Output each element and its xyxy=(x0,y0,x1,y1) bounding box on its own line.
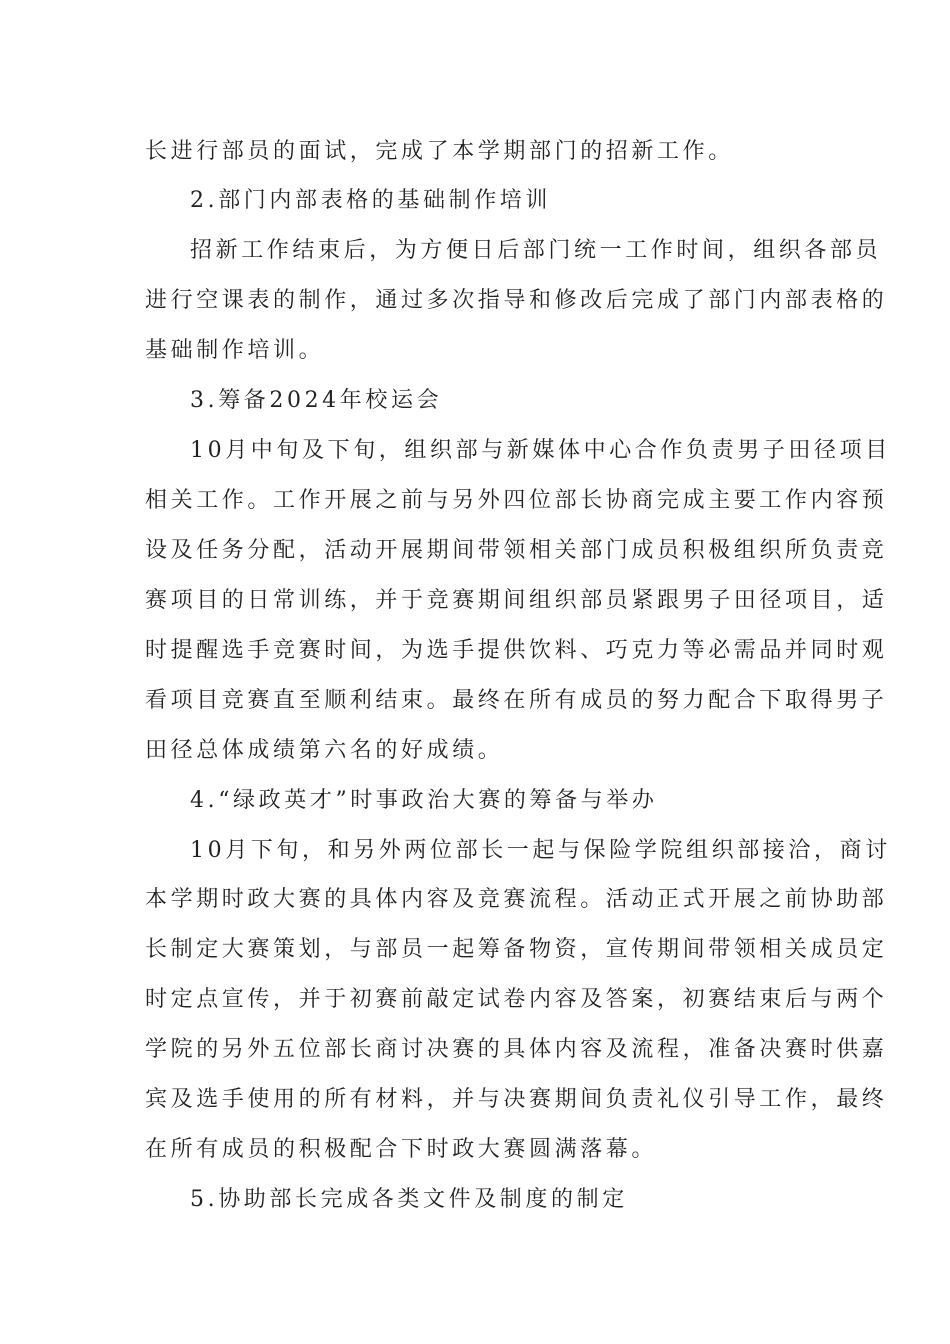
text-line: 学院的另外五位部长商讨决赛的具体内容及流程，准备决赛时供嘉 xyxy=(145,1037,888,1062)
text-line: 基础制作培训。 xyxy=(145,338,325,363)
text-line: 进行空课表的制作，通过多次指导和修改后完成了部门内部表格的 xyxy=(145,288,888,313)
text-line: 长进行部员的面试，完成了本学期部门的招新工作。 xyxy=(145,139,734,164)
text-line: 看项目竞赛直至顺利结束。最终在所有成员的努力配合下取得男子 xyxy=(145,688,888,713)
text-line: 招新工作结束后，为方便日后部门统一工作时间，组织各部员 xyxy=(190,238,882,263)
text-line: 10月下旬，和另外两位部长一起与保险学院组织部接洽，商讨 xyxy=(190,838,891,863)
text-line: 设及任务分配，活动开展期间带领相关部门成员积极组织所负责竞 xyxy=(145,538,888,563)
text-line: 时提醒选手竞赛时间，为选手提供饮料、巧克力等必需品并同时观 xyxy=(145,638,888,663)
text-line: 在所有成员的积极配合下时政大赛圆满落幕。 xyxy=(145,1137,658,1162)
section-heading: 2.部门内部表格的基础制作培训 xyxy=(190,188,551,213)
text-line: 相关工作。工作开展之前与另外四位部长协商完成主要工作内容预 xyxy=(145,488,888,513)
text-line: 田径总体成绩第六名的好成绩。 xyxy=(145,738,504,763)
section-heading: 3.筹备2024年校运会 xyxy=(190,388,443,413)
section-heading: 4.“绿政英才”时事政治大赛的筹备与举办 xyxy=(190,788,658,813)
text-line: 赛项目的日常训练，并于竞赛期间组织部员紧跟男子田径项目，适 xyxy=(145,588,888,613)
text-line: 时定点宣传，并于初赛前敲定试卷内容及答案，初赛结束后与两个 xyxy=(145,987,888,1012)
text-line: 长制定大赛策划，与部员一起筹备物资，宣传期间带领相关成员定 xyxy=(145,937,888,962)
text-line: 本学期时政大赛的具体内容及竞赛流程。活动正式开展之前协助部 xyxy=(145,887,888,912)
text-line: 10月中旬及下旬，组织部与新媒体中心合作负责男子田径项目 xyxy=(190,438,891,463)
section-heading: 5.协助部长完成各类文件及制度的制定 xyxy=(190,1187,628,1212)
text-line: 宾及选手使用的所有材料，并与决赛期间负责礼仪引导工作，最终 xyxy=(145,1087,888,1112)
